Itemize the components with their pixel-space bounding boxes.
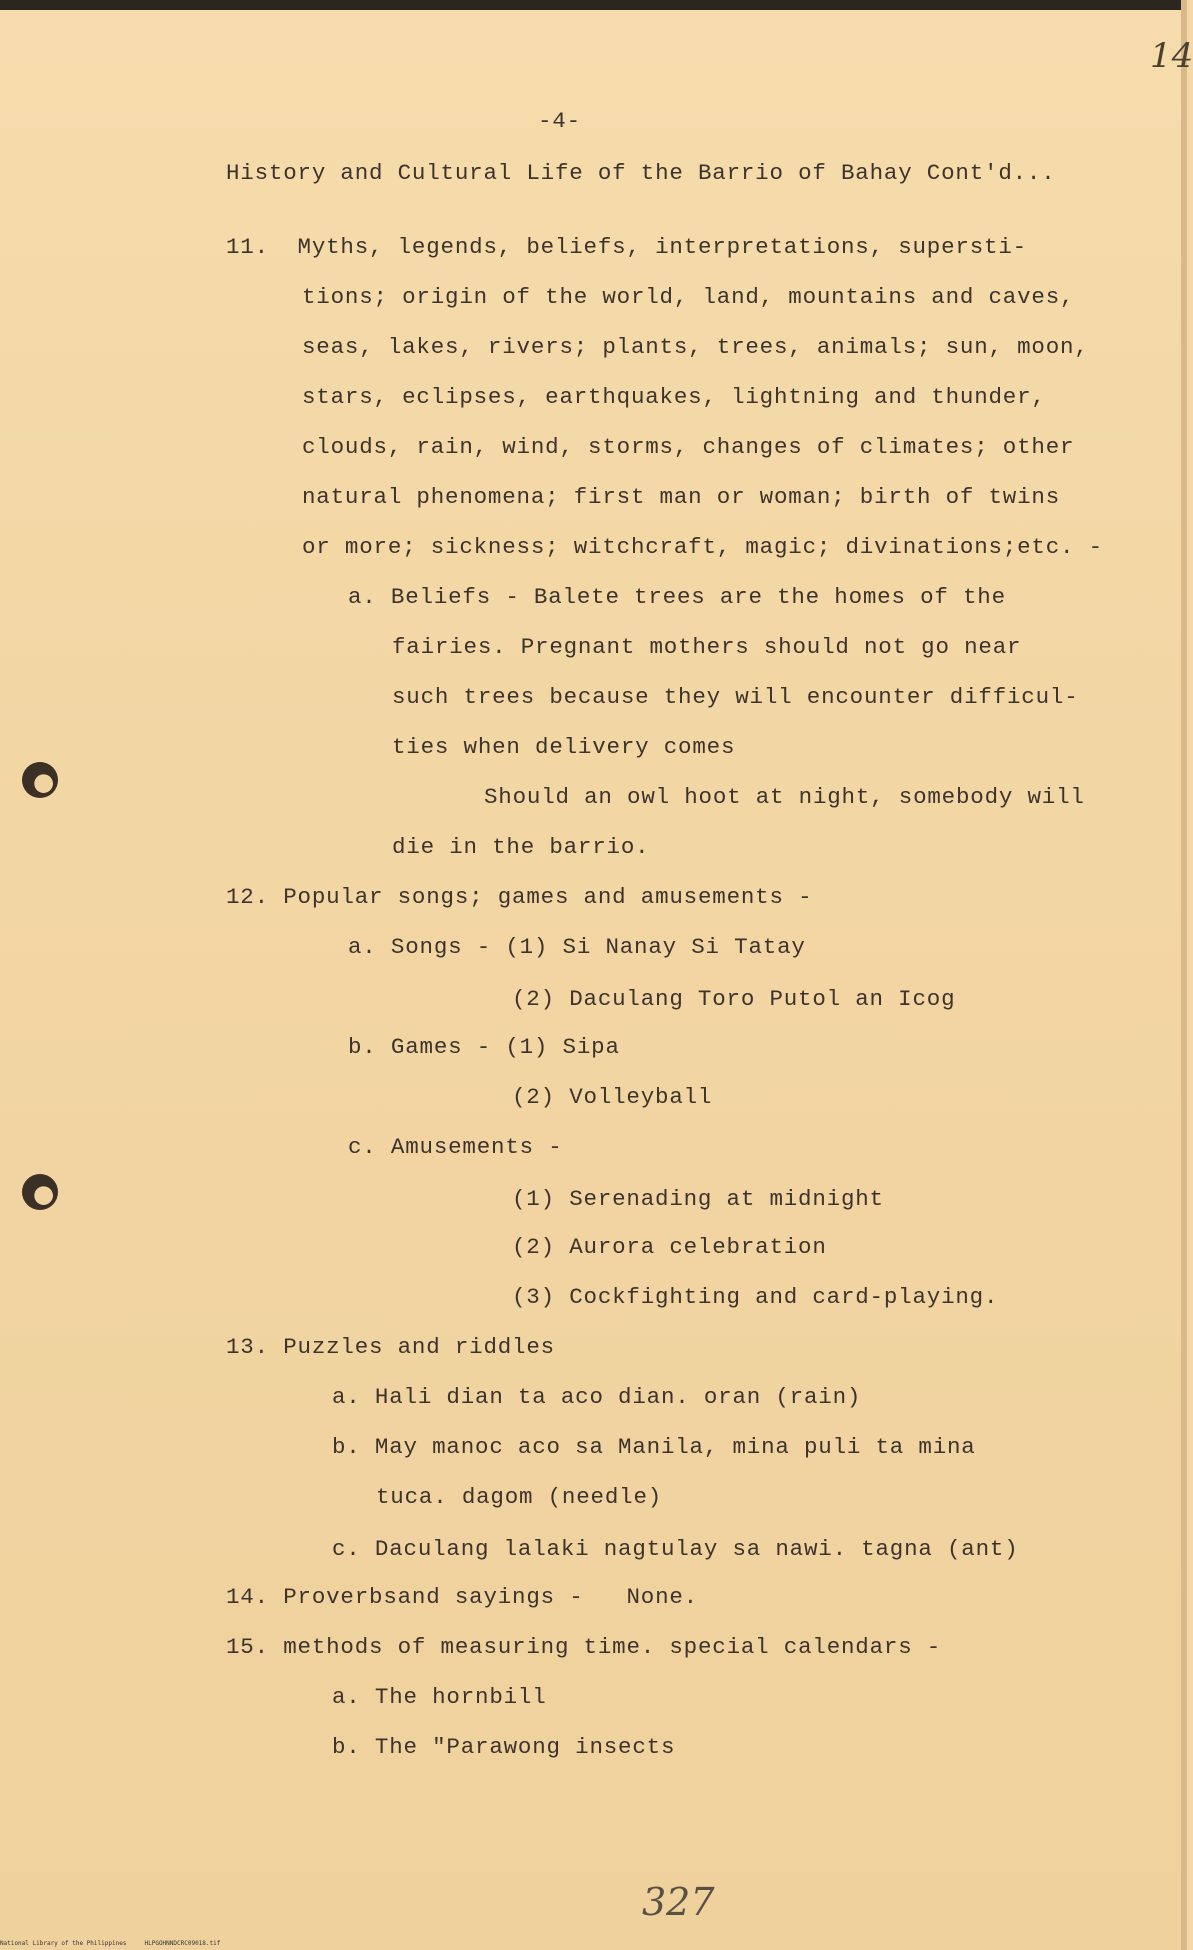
item-11-line-5: clouds, rain, wind, storms, changes of climates; other (302, 434, 1075, 460)
games-line-1: b. Games - (1) Sipa (348, 1034, 620, 1060)
item-11-line-7: or more; sickness; witchcraft, magic; divinations;etc. - (302, 534, 1103, 560)
scan-top-edge (0, 0, 1187, 10)
archive-footer: National Library of the Philippines HLPGOHNNDCRC09018.tif (0, 1940, 221, 1947)
item-11-line-6: natural phenomena; first man or woman; birth of twins (302, 484, 1061, 510)
riddle-b-line-1: b. May manoc aco sa Manila, mina puli ta mina (332, 1434, 976, 1460)
beliefs-line-3: such trees because they will encounter difficul- (392, 684, 1079, 710)
item-11-line-3: seas, lakes, rivers; plants, trees, animals; sun, moon, (302, 334, 1089, 360)
beliefs-line-2: fairies. Pregnant mothers should not go near (392, 634, 1022, 660)
calendar-a: a. The hornbill (332, 1684, 547, 1710)
scan-right-edge (1181, 0, 1187, 1950)
page-heading: History and Cultural Life of the Barrio of Bahay Cont'd... (226, 160, 1056, 186)
item-14: 14. Proverbsand sayings - None. (226, 1584, 698, 1610)
item-11-line-4: stars, eclipses, earthquakes, lightning and thunder, (302, 384, 1046, 410)
stamp-page-number: 327 (642, 1880, 715, 1924)
calendar-b: b. The "Parawong insects (332, 1734, 676, 1760)
songs-line-1: a. Songs - (1) Si Nanay Si Tatay (348, 934, 806, 960)
riddle-a: a. Hali dian ta aco dian. oran (rain) (332, 1384, 862, 1410)
item-13-heading: 13. Puzzles and riddles (226, 1334, 555, 1360)
amusements-heading: c. Amusements - (348, 1134, 563, 1160)
item-11-line-2: tions; origin of the world, land, mountains and caves, (302, 284, 1075, 310)
punch-hole-top (22, 762, 58, 798)
punch-hole-bottom (22, 1174, 58, 1210)
beliefs-line-4: ties when delivery comes (392, 734, 736, 760)
amusements-line-3: (3) Cockfighting and card-playing. (512, 1284, 999, 1310)
riddle-c: c. Daculang lalaki nagtulay sa nawi. tagna (ant) (332, 1536, 1019, 1562)
beliefs-line-1: a. Beliefs - Balete trees are the homes of the (348, 584, 1006, 610)
games-line-2: (2) Volleyball (512, 1084, 713, 1110)
riddle-b-line-2: tuca. dagom (needle) (376, 1484, 663, 1510)
beliefs-line-5: Should an owl hoot at night, somebody will (484, 784, 1085, 810)
songs-line-2: (2) Daculang Toro Putol an Icog (512, 986, 956, 1012)
amusements-line-2: (2) Aurora celebration (512, 1234, 827, 1260)
item-15-heading: 15. methods of measuring time. special calendars - (226, 1634, 942, 1660)
beliefs-line-6: die in the barrio. (392, 834, 650, 860)
corner-page-number: 14 (1150, 36, 1193, 76)
item-12-heading: 12. Popular songs; games and amusements - (226, 884, 813, 910)
page-marker: -4- (538, 108, 581, 134)
amusements-line-1: (1) Serenading at midnight (512, 1186, 884, 1212)
item-11-line-1: 11. Myths, legends, beliefs, interpretations, supersti- (226, 234, 1027, 260)
